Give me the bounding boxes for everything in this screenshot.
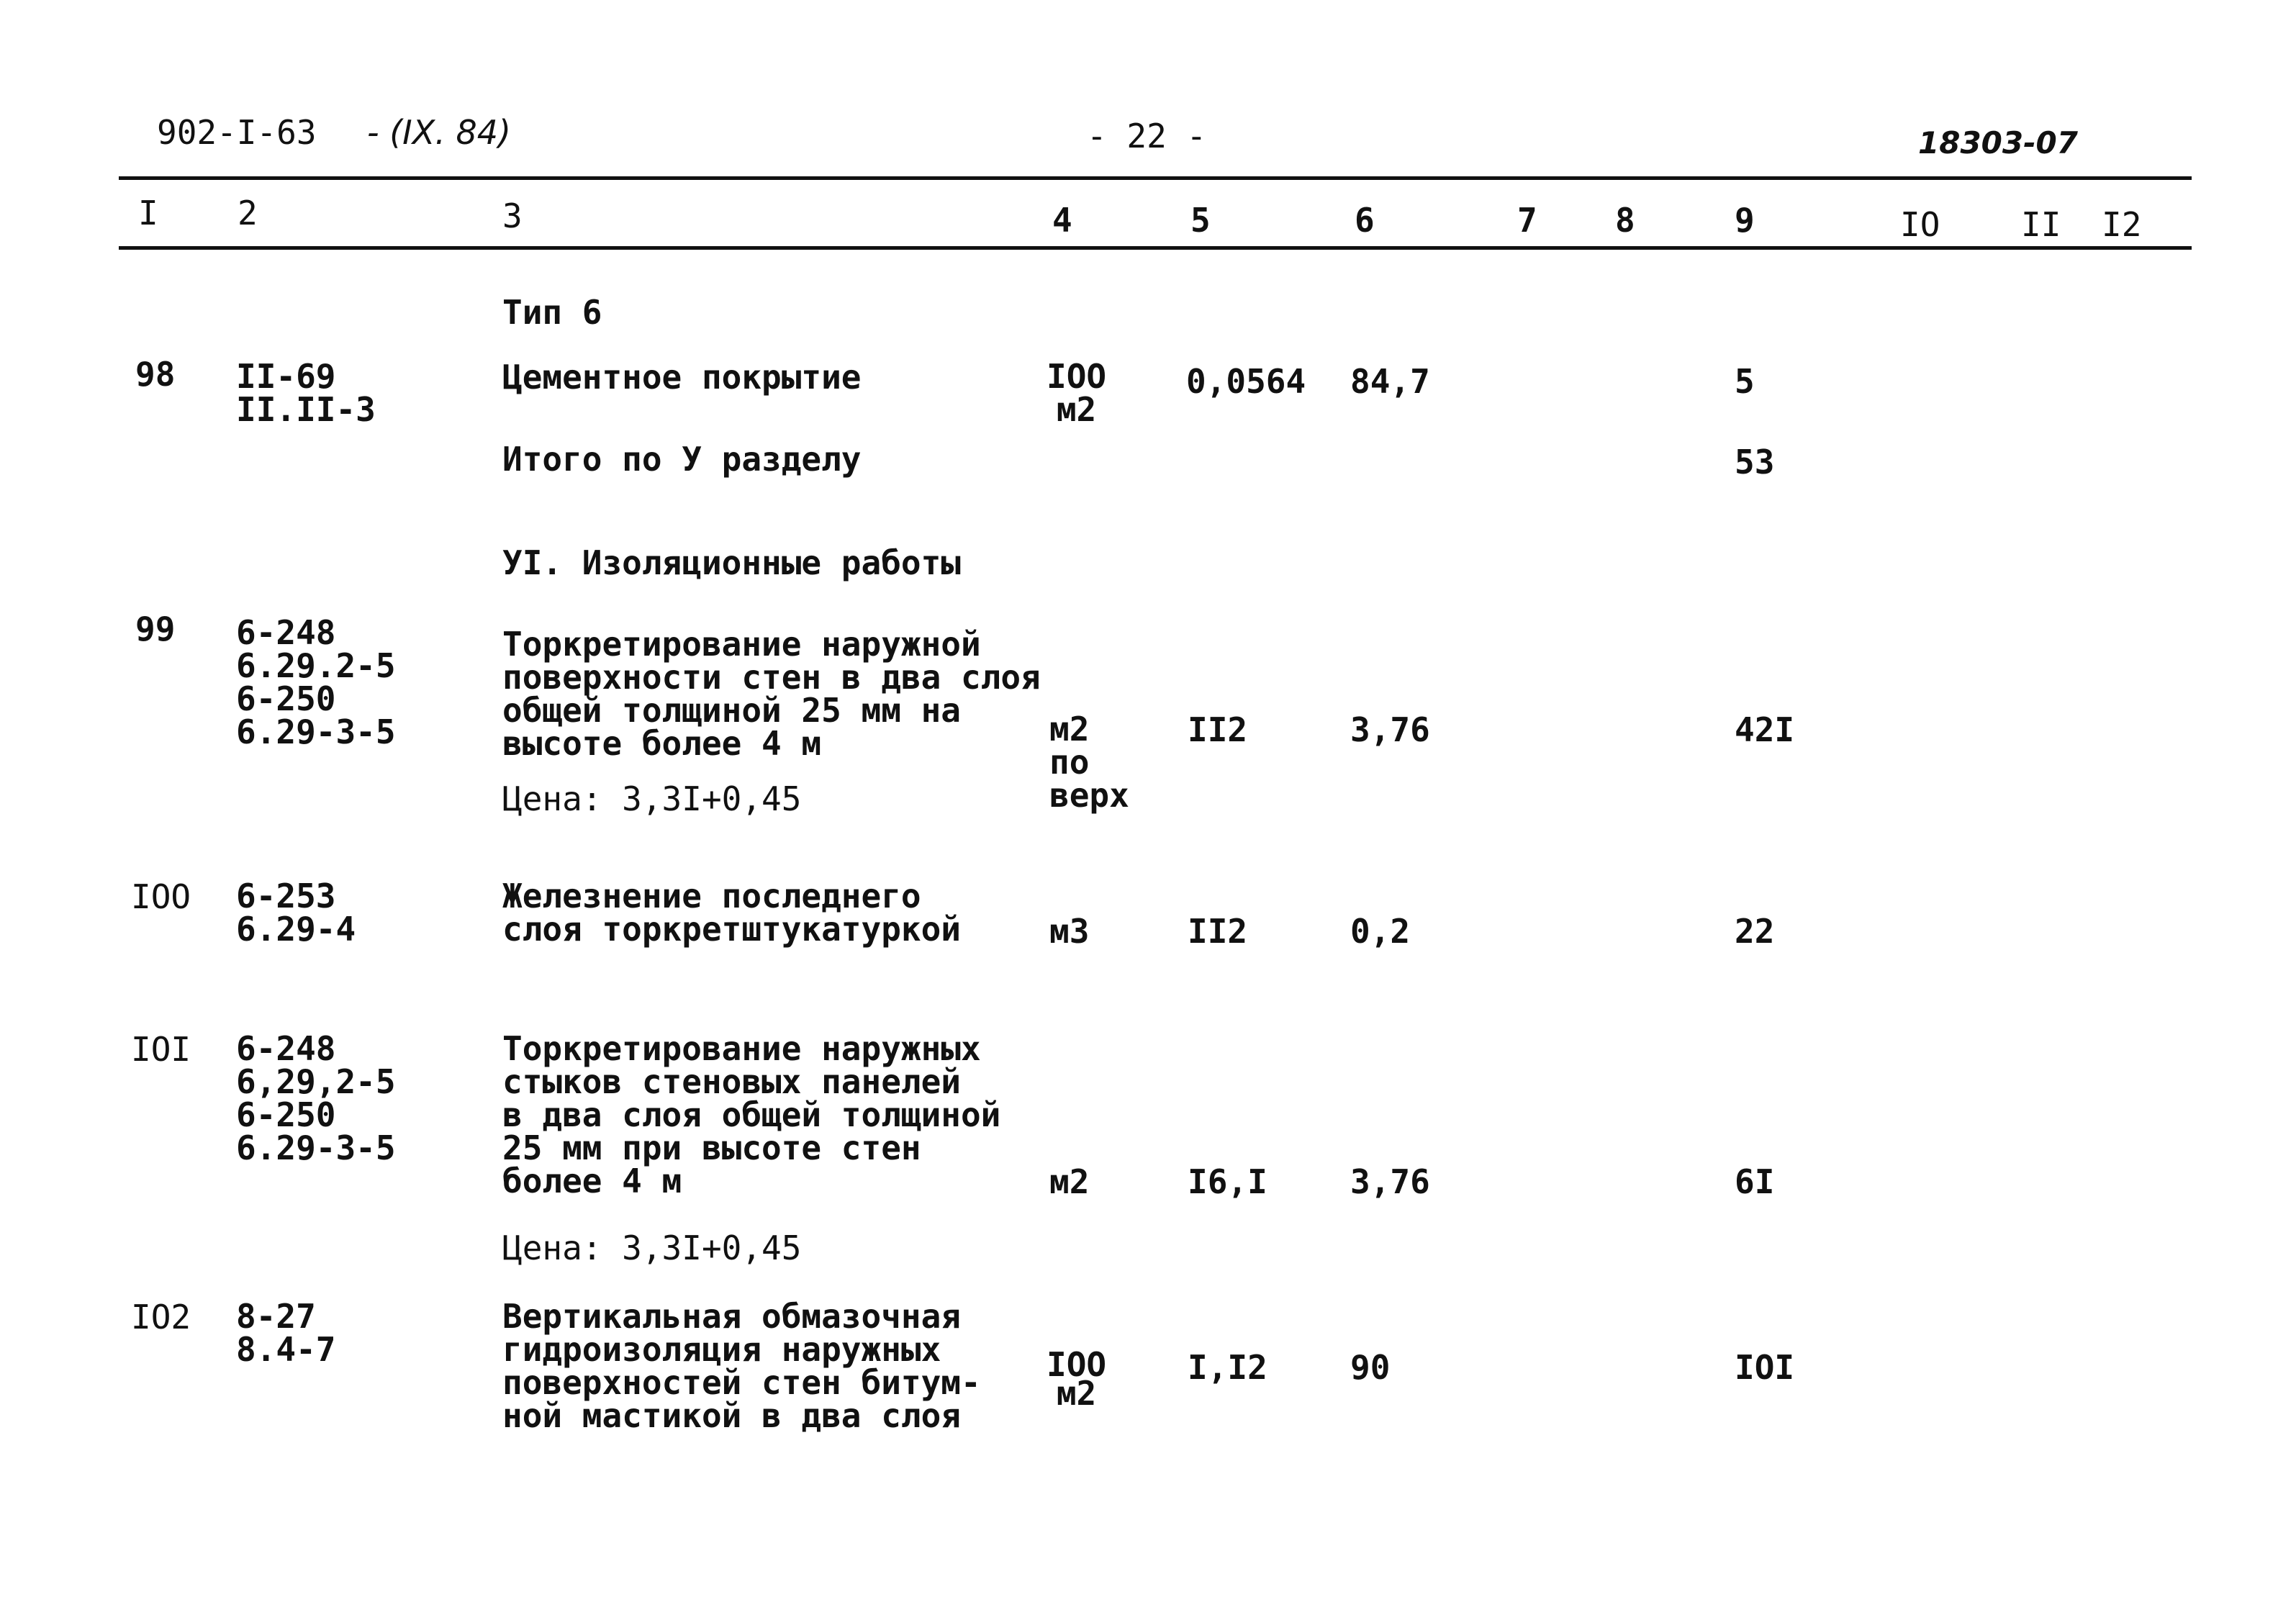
unit-price: 3,76: [1350, 1162, 1430, 1201]
work-description: Торкретирование наружных стыков стеновых панелей в два слоя общей толщиной 25 мм при высоте стен более 4 м: [502, 1029, 1001, 1200]
archive-stamp: 18303-07: [1918, 125, 2078, 160]
unit-price: 90: [1350, 1348, 1391, 1387]
quantity: I,I2: [1188, 1348, 1267, 1387]
total-cost: IOI: [1735, 1348, 1795, 1387]
work-description: Железнение последнего слоя торкретштукатуркой: [502, 877, 961, 949]
column-header: 3: [502, 196, 523, 235]
quantity: II2: [1188, 912, 1248, 951]
unit: м3: [1049, 912, 1090, 951]
norm-code: 8-27 8.4-7: [236, 1297, 336, 1369]
unit-price: 84,7: [1350, 362, 1430, 401]
quantity: II2: [1188, 710, 1248, 749]
unit: IOO м2: [1047, 1345, 1107, 1413]
total-cost: 6I: [1735, 1162, 1775, 1201]
subtotal-label: Итого по У разделу: [502, 440, 862, 479]
row-number: 98: [135, 355, 176, 394]
subtotal-value: 53: [1735, 443, 1775, 481]
document-code: 902-I-63: [157, 113, 317, 152]
row-number: IO2: [131, 1298, 191, 1336]
total-cost: 5: [1735, 362, 1755, 401]
column-header: 6: [1355, 201, 1375, 240]
column-header: 5: [1190, 201, 1211, 240]
total-cost: 22: [1735, 912, 1775, 951]
column-header: 7: [1517, 201, 1537, 240]
price-note: Цена: 3,3I+0,45: [502, 779, 802, 818]
unit: м2 по верх: [1049, 710, 1129, 815]
work-description: Торкретирование наружной поверхности стен в два слоя общей толщиной 25 мм на высоте более 4 м: [502, 625, 1041, 763]
quantity: I6,I: [1188, 1162, 1267, 1201]
section-heading: УI. Изоляционные работы: [502, 543, 961, 582]
column-header: I: [138, 194, 158, 232]
column-header: IO: [1900, 205, 1940, 244]
column-header: 2: [238, 194, 258, 232]
section-heading: Тип 6: [502, 293, 602, 332]
column-header: 4: [1052, 201, 1072, 240]
work-description: Цементное покрытие: [502, 358, 862, 397]
work-description: Вертикальная обмазочная гидроизоляция наружных поверхностей стен битум- ной мастикой в два слоя: [502, 1297, 981, 1435]
unit-price: 0,2: [1350, 912, 1411, 951]
column-header: I2: [2102, 205, 2142, 244]
top-rule: [119, 176, 2192, 180]
row-number: IOI: [131, 1030, 191, 1069]
unit: IOO м2: [1047, 357, 1107, 429]
row-number: 99: [135, 610, 176, 648]
unit: м2: [1049, 1162, 1090, 1201]
column-header: II: [2021, 205, 2061, 244]
norm-code: II-69 II.II-3: [236, 357, 376, 429]
unit-price: 3,76: [1350, 710, 1430, 749]
column-header: 8: [1615, 201, 1635, 240]
norm-code: 6-248 6,29,2-5 6-250 6.29-3-5: [236, 1029, 396, 1167]
header-bottom-rule: [119, 246, 2192, 250]
quantity: 0,0564: [1186, 362, 1306, 401]
price-note: Цена: 3,3I+0,45: [502, 1229, 802, 1267]
norm-code: 6-248 6.29.2-5 6-250 6.29-3-5: [236, 613, 396, 751]
row-number: IOO: [131, 877, 191, 916]
edition-note: - (IX. 84): [367, 113, 511, 152]
norm-code: 6-253 6.29-4: [236, 877, 356, 949]
page-number: - 22 -: [1087, 117, 1207, 155]
column-header: 9: [1735, 201, 1755, 240]
total-cost: 42I: [1735, 710, 1795, 749]
